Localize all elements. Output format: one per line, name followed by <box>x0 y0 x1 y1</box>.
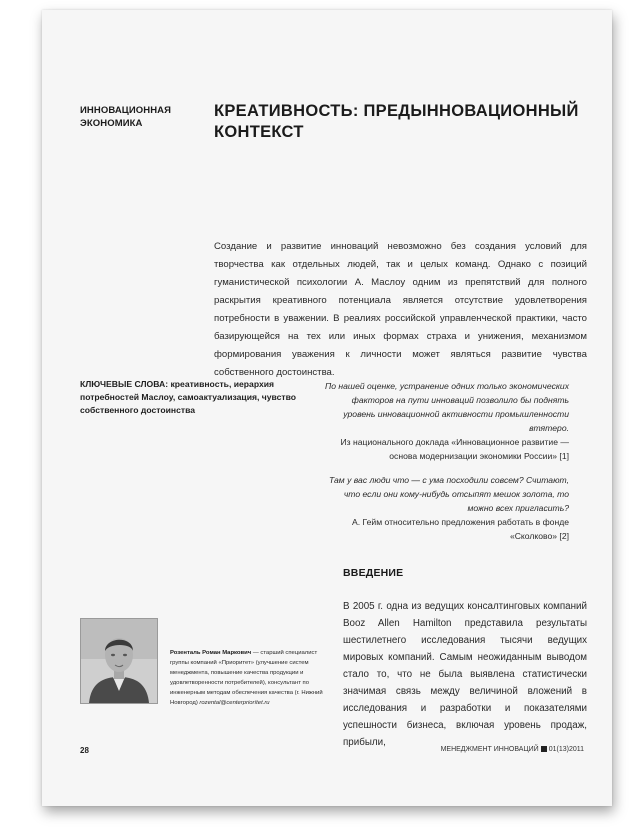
keywords <box>80 378 330 417</box>
author-photo <box>80 618 158 704</box>
epigraph-source: Из национального доклада «Инновационное развитие — основа модернизации экономики России» [1] <box>340 437 569 461</box>
journal-name: МЕНЕДЖМЕНТ ИННОВАЦИЙ <box>440 746 539 753</box>
introduction-heading: ВВЕДЕНИЕ <box>343 567 404 579</box>
author-info <box>170 648 332 708</box>
keywords-label: КЛЮЧЕВЫЕ СЛОВА: <box>80 379 169 389</box>
introduction-text: В 2005 г. одна из ведущих консалтинговых компаний Booz Allen Hamilton представила результаты шестилетнего исследования тысячи ведущих мировых компаний. Самым неожиданным выводом стало то, что не была выявлена статистически значимая связь между величиной вложений в исследования и разработки и показателями успешности бизнеса, включая уровень продаж, прибыли, <box>343 601 587 748</box>
author-name: Розенталь Роман Маркович <box>170 650 252 656</box>
square-icon <box>541 746 547 752</box>
keywords-text: креативность, иерархия потребностей Маслоу, самоактуализация, чувство собственного достоинства <box>80 379 297 415</box>
journal-issue: 01(13)2011 <box>548 746 584 753</box>
journal-footer <box>441 746 584 753</box>
epigraph-quote: Там у вас люди что — с ума посходили совсем? Считают, что если они кому-нибудь отсыпят мешок золота, то можно всех пригласить? <box>328 475 569 513</box>
author-email: rozental@centerpriorítet.ru <box>199 700 270 706</box>
epigraph <box>319 379 569 463</box>
journal-page <box>42 10 612 806</box>
section-label: ИННОВАЦИОННАЯ ЭКОНОМИКА <box>80 105 172 129</box>
epigraph <box>319 473 569 543</box>
author-bio: — старший специалист группы компаний «Приоритет» (улучшение систем менеджмента, повышение качества продукции и удовлетворенности потребителей), консультант по инженерным методам обеспечения качества (г. Нижний Новгород) <box>170 650 323 706</box>
abstract: Создание и развитие инноваций невозможно без создания условий для творчества как отдельных людей, так и целых команд. Однако с позиций гуманистической психологии А. Маслоу одним из препятствий для полного раскрытия креативного потенциала является отсутствие удовлетворения потребности в уважении. В реалиях российской управленческой практики, часто базирующейся на тех или иных формах страха и унижения, механизмом формирования уважения к личности может являться развитие чувства собственного достоинства. <box>214 241 587 378</box>
epigraph-quote: По нашей оценке, устранение одних только экономических факторов на пути инноваций позволило бы поднять уровень инновационной активности промышленности втятеро. <box>325 381 569 433</box>
epigraph-source: А. Гейм относительно предложения работать в фонде «Сколково» [2] <box>352 517 569 541</box>
page-number: 28 <box>80 746 89 755</box>
article-title: КРЕАТИВНОСТЬ: ПРЕДЫННОВАЦИОННЫЙ КОНТЕКСТ <box>214 102 579 141</box>
author-portrait-icon <box>81 619 157 703</box>
